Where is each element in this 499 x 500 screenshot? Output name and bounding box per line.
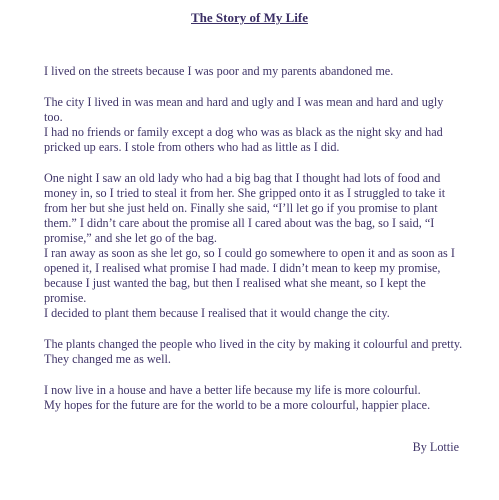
paragraph-1 (44, 64, 464, 79)
document-title: The Story of My Life (191, 10, 308, 25)
paragraph-line: The city I lived in was mean and hard and ugly and I was mean and hard and ugly too. (44, 95, 444, 124)
paragraph-3 (44, 171, 464, 321)
paragraph-line: I had no friends or family except a dog who was as black as the night sky and had pricked up ears. I stole from others who had as little as I did. (44, 125, 443, 154)
paragraph-5 (44, 383, 464, 413)
paragraph-line: I decided to plant them because I realised that it would change the city. (44, 306, 390, 320)
paragraph-line: I ran away as soon as she let go, so I could go somewhere to open it and as soon as I opened it, I realised what promise I had made. I didn’t mean to keep my promise, because I just wanted the bag, but then I realised what she meant, so I kept the promise. (44, 246, 455, 305)
author-signature: By Lottie (412, 440, 459, 454)
paragraph-line: One night I saw an old lady who had a big bag that I thought had lots of food and money in, so I tried to steal it from her. She gripped onto it as I struggled to take it from her but she just held on. Finally she said, “I’ll let go if you promise to plant them.” I didn’t care about the promise all I cared about was the bag, so I said, “I promise,” and she let go of the bag. (44, 171, 446, 245)
paragraph-line: I lived on the streets because I was poor and my parents abandoned me. (44, 64, 394, 78)
paragraph-line: I now live in a house and have a better life because my life is more colourful. (44, 383, 421, 397)
paragraph-line: My hopes for the future are for the world to be a more colourful, happier place. (44, 398, 431, 412)
story-body (44, 64, 464, 429)
paragraph-2 (44, 95, 464, 155)
paragraph-4 (44, 337, 464, 367)
paragraph-line: The plants changed the people who lived in the city by making it colourful and pretty. They changed me as well. (44, 337, 463, 366)
